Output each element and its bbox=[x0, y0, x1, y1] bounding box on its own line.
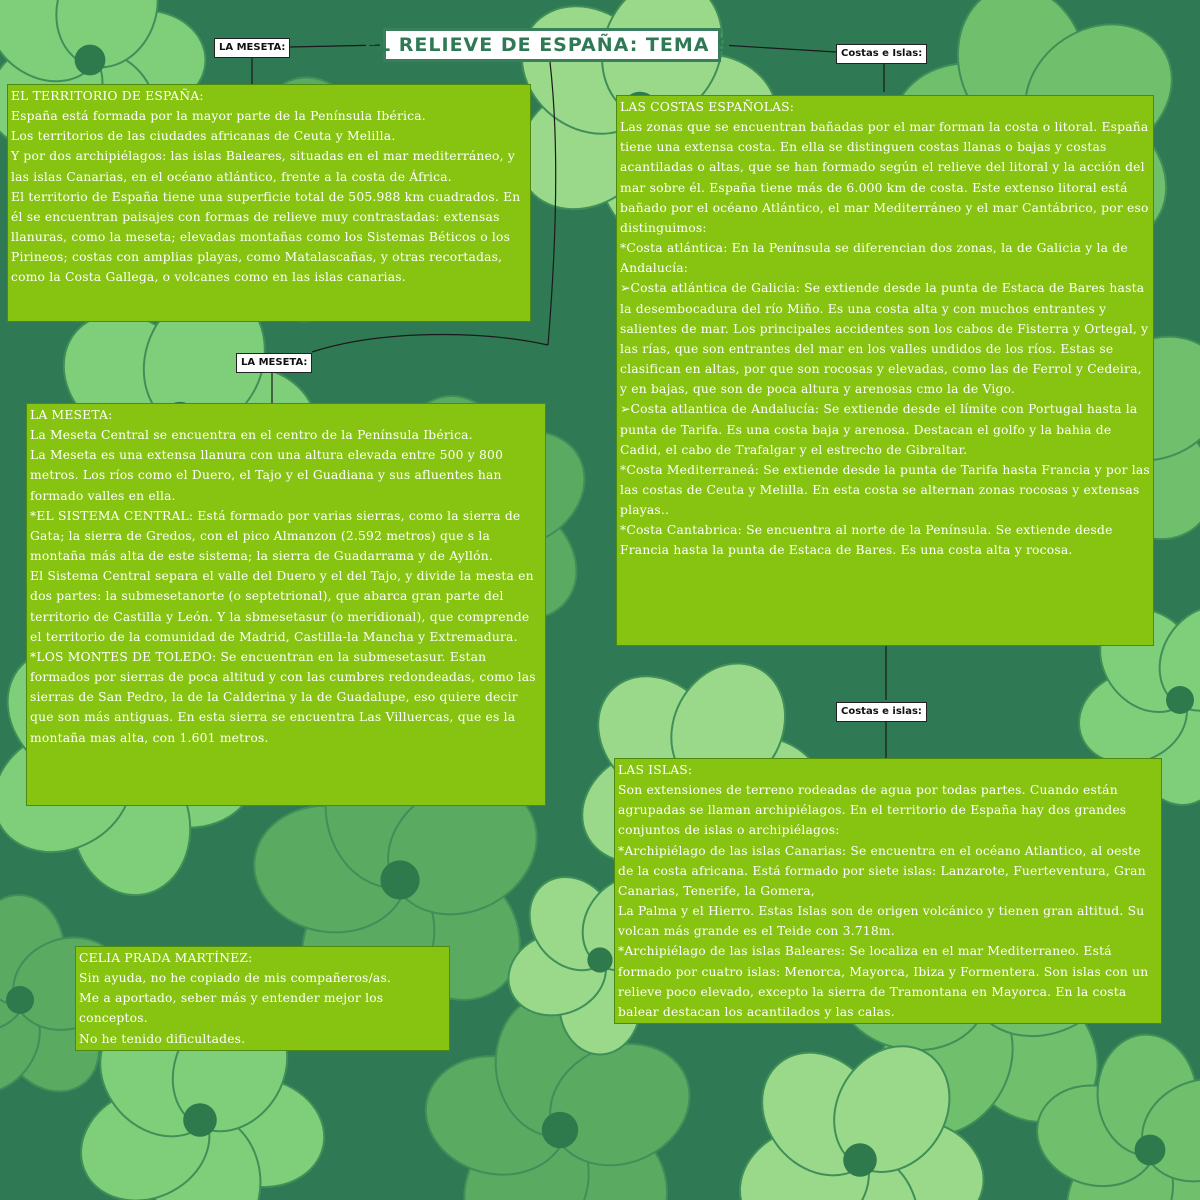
costas-heading: LAS COSTAS ESPAÑOLAS: bbox=[620, 100, 795, 114]
costas-text: *Costa atlántica: En la Península se diferencian dos zonas, la de Galicia y la de Andalucía: bbox=[620, 241, 1128, 276]
islas-heading: LAS ISLAS: bbox=[618, 763, 693, 777]
autora-text: No he tenido dificultades. bbox=[79, 1031, 246, 1046]
costas-box bbox=[616, 95, 1154, 646]
costas-text: ➢Costa atlántica de Galicia: Se extiende desde la punta de Estaca de Bares hasta la desembocadura del río Miño. Es una costa alta y con muchos entrantes y salientes de mar. Los principales accidentes son los cabos de Fisterra y Ortegal, y las rías, que son entrantes del mar en los valles undidos de los ríos. Estas se clasifican en altas, por que son rocosas y elevadas, como las de Ferrol y Cedeira, y en bajas, que son de poca altura y arenosas cmo la de Vigo. bbox=[620, 281, 1149, 397]
islas-box bbox=[614, 758, 1162, 1024]
territorio-text: Los territorios de las ciudades africanas de Ceuta y Melilla. bbox=[11, 129, 396, 144]
costas-text: ➢Costa atlantica de Andalucía: Se extiende desde el límite con Portugal hasta la punta de Tarifa. Es una costa baja y arenosa. Destacan el golfo y la bahia de Cadid, el cabo de Trafalgar y el estrecho de Gibraltar. bbox=[620, 402, 1138, 457]
meseta-text: La Meseta Central se encuentra en el centro de la Península Ibérica. bbox=[30, 428, 473, 443]
territorio-text: El territorio de España tiene una superficie total de 505.988 km cuadrados. En él se encuentran paisajes con formas de relieve muy contrastadas: extensas llanuras, como la meseta; elevadas montañas como los Sistemas Béticos o los Pirineos; costas con amplias playas, como Matalascañas, y otras recortadas, como la Costa Gallega, o volcanes como en las islas canarias. bbox=[11, 189, 521, 285]
autora-text: Sin ayuda, no he copiado de mis compañeros/as. bbox=[79, 971, 392, 986]
territorio-text: Y por dos archipiélagos: las islas Baleares, situadas en el mar mediterráneo, y las islas Canarias, en el océano atlántico, frente a la costa de África. bbox=[11, 149, 515, 184]
tag-costas-islas-mid: Costas e islas: bbox=[836, 702, 927, 722]
meseta-text: *LOS MONTES DE TOLEDO: Se encuentran en la submesetasur. Estan formados por sierras de poca altitud y con las cumbres redondeadas, como las sierras de San Pedro, la de la Calderina y la de Guadalupe, eso quiere decir que son más antiguas. En esta sierra se encuentra Las Villuercas, que es la montaña mas alta, con 1.601 metros. bbox=[30, 649, 536, 745]
page-title: EL RELIEVE DE ESPAÑA: TEMA 9: bbox=[383, 28, 721, 62]
islas-text: La Palma y el Hierro. Estas Islas son de origen volcánico y tienen gran altitud. Su volcan más grande es el Teide con 3.718m. bbox=[618, 904, 1145, 939]
meseta-text: La Meseta es una extensa llanura con una altura elevada entre 500 y 800 metros. Los ríos como el Duero, el Tajo y el Guadiana y sus afluentes han formado valles en ella. bbox=[30, 448, 504, 503]
tag-la-meseta-top: LA MESETA: bbox=[214, 38, 290, 58]
costas-text: Las zonas que se encuentran bañadas por el mar forman la costa o litoral. España tiene una extensa costa. En ella se distinguen costas llanas o bajas y costas acantiladas o altas, que se han formado según el relieve del litoral y la acción del mar sobre él. España tiene más de 6.000 km de costa. Este extenso litoral está bañado por el océano Atlántico, el mar Mediterráneo y el mar Cantábrico, por eso distinguimos: bbox=[620, 120, 1149, 235]
islas-text: *Archipiélago de las islas Baleares: Se localiza en el mar Mediterraneo. Está formado por cuatro islas: Menorca, Mayorca, Ibiza y Formentera. Son islas con un relieve poco elevado, excepto la sierra de Tramontana en Mayorca. En la costa balear destacan los acantilados y las calas. bbox=[618, 944, 1149, 1019]
costas-text: *Costa Mediterraneá: Se extiende desde la punta de Tarifa hasta Francia y por las las costas de Ceuta y Melilla. En esta costa se alternan zonas rocosas y extensas playas.. bbox=[620, 462, 1150, 518]
meseta-text: *EL SISTEMA CENTRAL: Está formado por varias sierras, como la sierra de Gata; la sierra de Gredos, con el pico Almanzon (2.592 metros) que s la montaña más alta de este sistema; la sierra de Guadarrama y de Ayllón. bbox=[30, 508, 521, 564]
meseta-text: El Sistema Central separa el valle del Duero y el del Tajo, y divide la mesta en dos partes: la submesetanorte (o septetrional), que abarca gran parte del territorio de Castilla y León. Y la sbmesetasur (o meridional), que comprende el territorio de la comunidad de Madrid, Castilla-la Mancha y Extremadura. bbox=[30, 569, 534, 644]
autora-heading: CELIA PRADA MARTÍNEZ: bbox=[79, 951, 253, 965]
autora-box bbox=[75, 946, 450, 1051]
territorio-text: España está formada por la mayor parte de la Península Ibérica. bbox=[11, 109, 426, 124]
tag-la-meseta-mid: LA MESETA: bbox=[236, 353, 312, 373]
islas-text: *Archipiélago de las islas Canarias: Se encuentra en el océano Atlantico, al oeste de la costa africana. Está formado por siete islas: Lanzarote, Fuerteventura, Gran Canarias, Tenerife, la Gomera, bbox=[618, 843, 1146, 898]
territorio-box bbox=[7, 84, 531, 322]
islas-text: Son extensiones de terreno rodeadas de agua por todas partes. Cuando están agrupadas se llaman archipiélagos. En el territorio de España hay dos grandes conjuntos de islas o archipiélagos: bbox=[618, 783, 1127, 838]
autora-text: Me a aportado, seber más y entender mejor los conceptos. bbox=[79, 991, 384, 1026]
costas-text: *Costa Cantabrica: Se encuentra al norte de la Península. Se extiende desde Francia hasta la punta de Estaca de Bares. Es una costa alta y rocosa. bbox=[620, 523, 1113, 558]
meseta-box bbox=[26, 403, 546, 806]
meseta-heading: LA MESETA: bbox=[30, 408, 113, 422]
territorio-heading: EL TERRITORIO DE ESPAÑA: bbox=[11, 89, 204, 103]
tag-costas-islas-top: Costas e Islas: bbox=[836, 44, 927, 64]
